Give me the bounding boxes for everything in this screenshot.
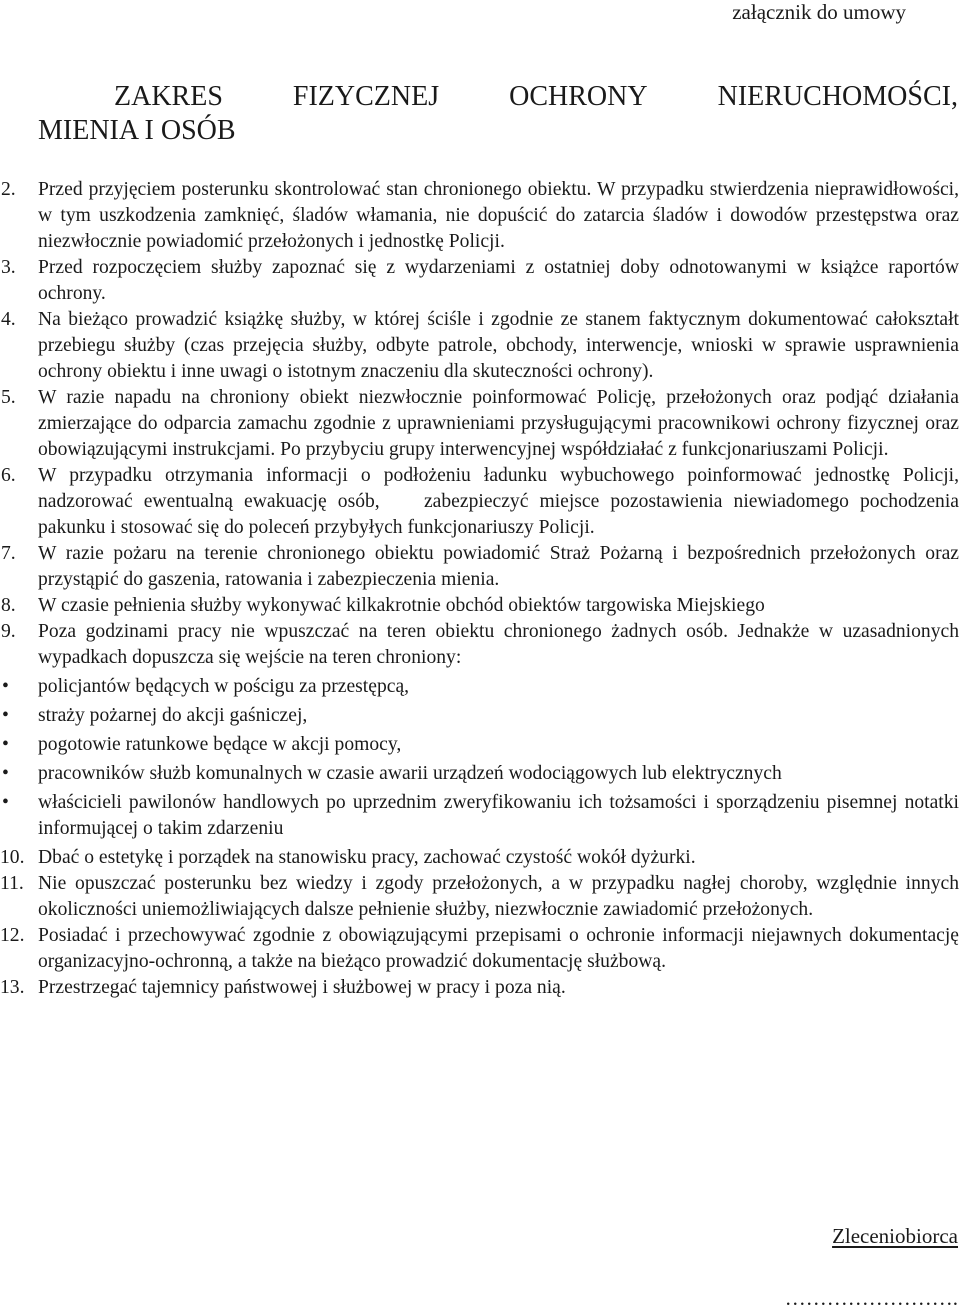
item-number: 6.	[1, 465, 16, 486]
bullet-text: straży pożarnej do akcji gaśniczej,	[38, 705, 308, 726]
bullet-item	[0, 732, 960, 758]
list-item	[0, 385, 960, 463]
bullet-text: pogotowie ratunkowe będące w akcji pomocy,	[38, 734, 402, 755]
item-text: Na bieżąco prowadzić książkę służby, w której ściśle i zgodnie ze stanem faktycznym dokumentować całokształt przebiegu służby (czas przejęcia służby, odbyte patrole, obchody, interwencje, wnioski w sprawie usprawnienia ochrony obiektu i inne uwagi o istotnym znaczeniu dla skuteczności ochrony).	[38, 309, 959, 382]
bullet-text: właścicieli pawilonów handlowych po uprzednim zweryfikowaniu ich tożsamości i sporządzeniu pisemnej notatki informującej o takim zdarzeniu	[38, 792, 959, 839]
bullet-item	[0, 674, 960, 700]
item-text: Poza godzinami pracy nie wpuszczać na teren obiektu chronionego żadnych osób. Jednakże w uzasadnionych wypadkach dopuszcza się wejście na teren chroniony:	[38, 621, 959, 668]
item-number: 9.	[1, 621, 16, 642]
item-text: Dbać o estetykę i porządek na stanowisku pracy, zachować czystość wokół dyżurki.	[38, 847, 696, 868]
title-line-2: MIENIA I OSÓB	[38, 115, 236, 146]
item-text: Przestrzegać tajemnicy państwowej i służbowej w pracy i poza nią.	[38, 977, 566, 998]
item-number: 12.	[0, 925, 25, 946]
title-word: FIZYCZNEJ	[292, 81, 440, 112]
item-number: 5.	[1, 387, 16, 408]
signature-line: …………………….	[784, 1286, 958, 1310]
bullet-icon: •	[2, 734, 9, 755]
item-text: W razie napadu na chroniony obiekt niezwłocznie poinformować Policję, przełożonych oraz podjąć działania zmierzające do odparcia zamachu zgodnie z uprawnieniami przysługującymi pracownikowi ochrony fizycznej oraz obowiązującymi instrukcjami. Po przybyciu grupy interwencyjnej współdziałać z funkcjonariuszami Policji.	[38, 387, 959, 460]
duties-list	[0, 177, 960, 1001]
item-number: 8.	[1, 595, 16, 616]
item-text: Przed rozpoczęciem służby zapoznać się z wydarzeniami z ostatniej doby odnotowanymi w książce raportów ochrony.	[38, 257, 959, 304]
list-item	[0, 541, 960, 593]
list-item	[0, 177, 960, 255]
title-word: OCHRONY	[509, 81, 648, 112]
item-number: 7.	[1, 543, 16, 564]
title-word: NIERUCHOMOŚCI,	[717, 81, 958, 112]
item-text: Przed przyjęciem posterunku skontrolować stan chronionego obiektu. W przypadku stwierdzenia nieprawidłowości, w tym uszkodzenia zamknięć, śladów włamania, nie dopuścić do zatarcia śladów i dowodów przestępstwa oraz niezwłocznie powiadomić przełożonych i jednostkę Policji.	[38, 179, 959, 252]
item-text: W czasie pełnienia służby wykonywać kilkakrotnie obchód obiektów targowiska Miejskiego	[38, 595, 765, 616]
item-number: 3.	[1, 257, 16, 278]
list-item	[0, 307, 960, 385]
list-item	[0, 975, 960, 1001]
bullet-item	[0, 761, 960, 787]
document-title	[38, 80, 958, 148]
list-item	[0, 463, 960, 541]
annex-label: załącznik do umowy	[732, 0, 906, 24]
item-number: 4.	[1, 309, 16, 330]
item-text: W przypadku otrzymania informacji o podłożeniu ładunku wybuchowego poinformować jednostkę Policji, nadzorować ewentualną ewakuację osób, zabezpieczyć miejsce pozostawienia niewiadomego pochodzenia pakunku i stosować się do poleceń przybyłych funkcjonariuszy Policji.	[38, 465, 959, 538]
bullet-icon: •	[2, 676, 9, 697]
list-item	[0, 845, 960, 871]
bullet-icon: •	[2, 705, 9, 726]
bullet-icon: •	[2, 763, 9, 784]
list-item	[0, 255, 960, 307]
list-item	[0, 923, 960, 975]
item-text: Posiadać i przechowywać zgodnie z obowiązującymi przepisami o ochronie informacji niejawnych dokumentację organizacyjno-ochronną, a także na bieżąco prowadzić dokumentację służbową.	[38, 925, 959, 972]
title-line-1	[38, 80, 958, 114]
bullet-item	[0, 790, 960, 842]
bullet-icon: •	[2, 792, 9, 813]
item-text: Nie opuszczać posterunku bez wiedzy i zgody przełożonych, a w przypadku nagłej choroby, względnie innych okoliczności uniemożliwiających dalsze pełnienie służby, niezwłocznie zawiadomić przełożonych.	[38, 873, 959, 920]
item-number: 11.	[0, 873, 24, 894]
bullet-item	[0, 703, 960, 729]
item-number: 10.	[0, 847, 25, 868]
bullet-text: pracowników służb komunalnych w czasie awarii urządzeń wodociągowych lub elektrycznych	[38, 763, 782, 784]
list-item	[0, 593, 960, 619]
item-text: W razie pożaru na terenie chronionego obiektu powiadomić Straż Pożarną i bezpośrednich przełożonych oraz przystąpić do gaszenia, ratowania i zabezpieczenia mienia.	[38, 543, 959, 590]
title-word: ZAKRES	[114, 81, 223, 112]
list-item	[0, 619, 960, 671]
item-number: 2.	[1, 179, 16, 200]
contractor-label: Zleceniobiorca	[832, 1224, 958, 1248]
item-number: 13.	[0, 977, 25, 998]
bullet-text: policjantów będących w pościgu za przestępcą,	[38, 676, 410, 697]
list-item	[0, 871, 960, 923]
